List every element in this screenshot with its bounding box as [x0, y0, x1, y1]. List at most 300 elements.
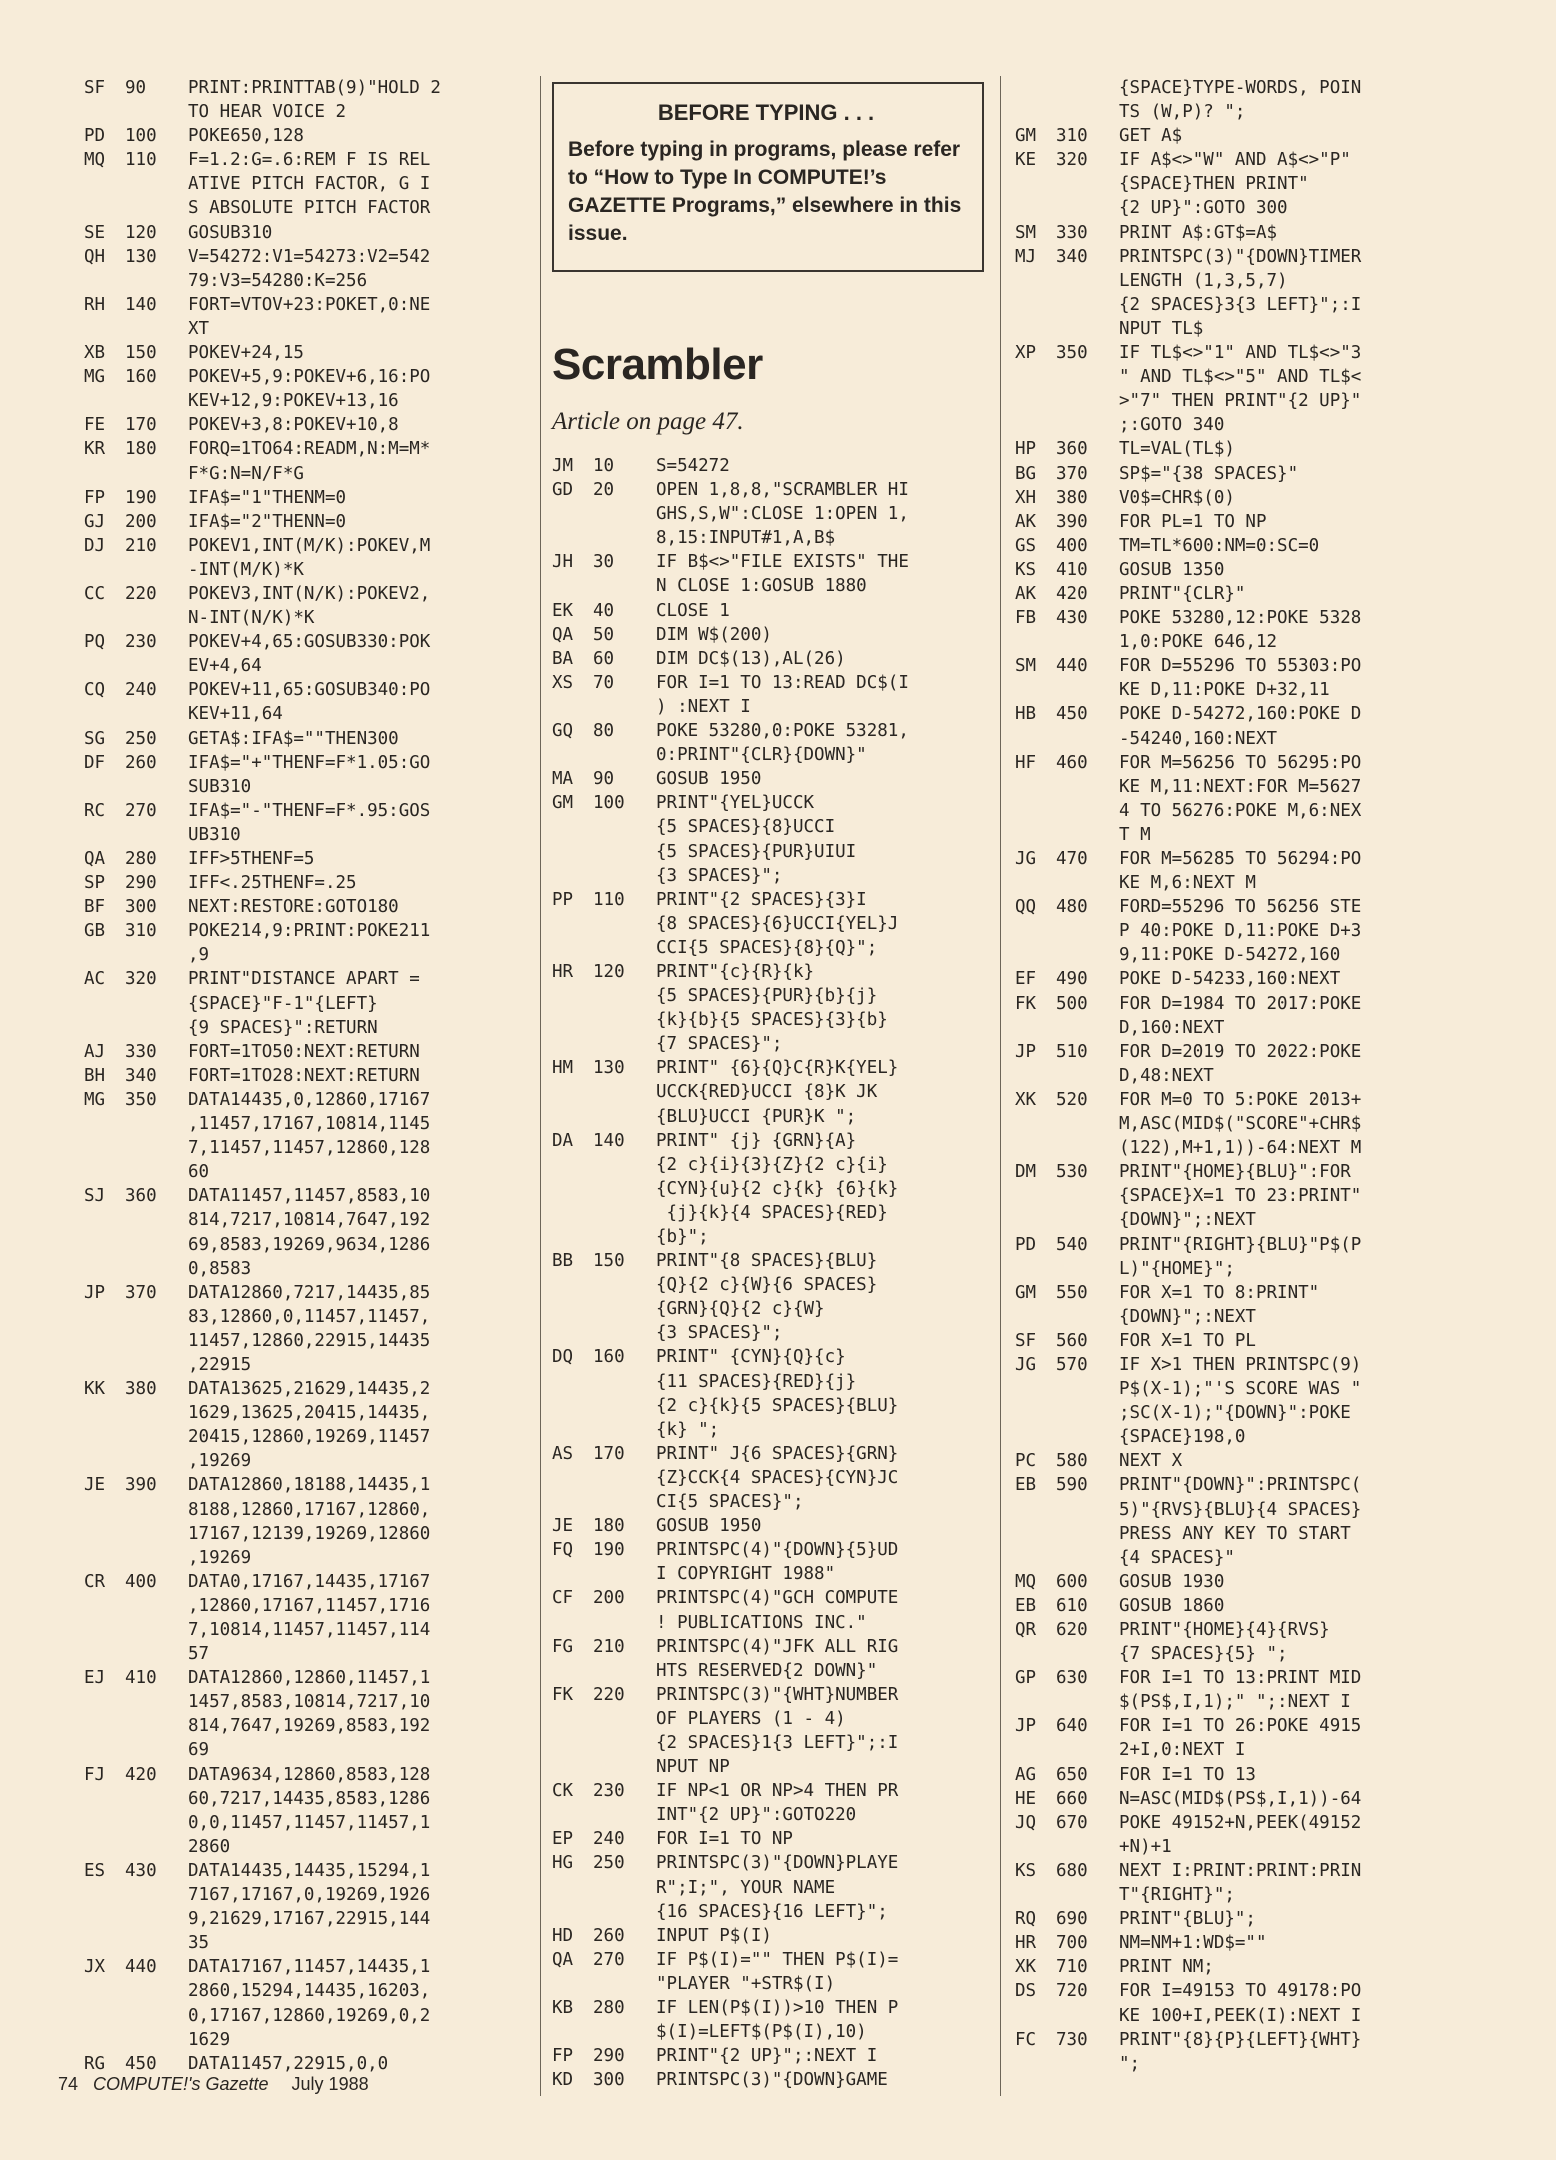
checksum-code: KR: [84, 439, 106, 460]
code-line: [84, 1811, 524, 1835]
code-line: [84, 1160, 524, 1184]
code-text: PRINT" {6}{Q}C{R}K{YEL}: [656, 1058, 899, 1079]
code-line: [84, 1257, 524, 1281]
code-text: 4 TO 56276:POKE M,6:NEX: [1119, 800, 1362, 821]
code-line: [552, 647, 992, 671]
code-text: 57: [188, 1644, 210, 1665]
checksum-code: FP: [552, 2046, 574, 2067]
checksum-code: CK: [552, 1781, 574, 1802]
line-number: 90: [593, 769, 615, 790]
checksum-code: HD: [552, 1925, 574, 1946]
code-line: [84, 1690, 524, 1714]
code-line: [552, 526, 992, 550]
code-text: F*G:N=N/F*G: [188, 463, 304, 484]
checksum-code: QA: [552, 1949, 574, 1970]
checksum-code: CC: [84, 583, 106, 604]
code-line: [552, 1924, 992, 1948]
checksum-code: QH: [84, 246, 106, 267]
code-text: POKEV3,INT(N/K):POKEV2,: [188, 583, 431, 604]
code-line: [552, 791, 992, 815]
code-line: [552, 550, 992, 574]
code-text: PRINT" J{6 SPACES}{GRN}: [656, 1443, 899, 1464]
checksum-code: ES: [84, 1860, 106, 1881]
code-text: {3 SPACES}";: [656, 865, 783, 886]
line-number: 90: [125, 78, 147, 98]
line-number: 310: [125, 921, 157, 942]
line-number: 450: [1056, 704, 1088, 725]
checksum-code: FK: [1015, 993, 1037, 1014]
code-line: [552, 1177, 992, 1201]
code-line: [1015, 1546, 1460, 1570]
code-line: [1015, 1473, 1460, 1497]
page-number: 74: [58, 2074, 79, 2094]
checksum-code: CF: [552, 1588, 574, 1609]
code-text: F=1.2:G=.6:REM F IS REL: [188, 150, 431, 171]
code-line: [1015, 1738, 1460, 1762]
checksum-code: XK: [1015, 1957, 1037, 1978]
line-number: 560: [1056, 1330, 1088, 1351]
code-line: [1015, 1883, 1460, 1907]
code-line: [1015, 245, 1460, 269]
checksum-code: MQ: [1015, 1571, 1037, 1592]
line-number: 370: [125, 1282, 157, 1303]
code-line: [552, 1466, 992, 1490]
page-footer: [58, 2074, 379, 2095]
code-text: 814,7217,10814,7647,192: [188, 1210, 431, 1231]
code-text: FORQ=1TO64:READM,N:M=M*: [188, 439, 431, 460]
code-line: [84, 1594, 524, 1618]
code-line: [1015, 1401, 1460, 1425]
checksum-code: JP: [1015, 1041, 1037, 1062]
checksum-code: SM: [1015, 656, 1037, 677]
checksum-code: XP: [1015, 343, 1037, 364]
code-line: [84, 871, 524, 895]
code-line: [84, 606, 524, 630]
code-text: {8 SPACES}{6}UCCI{YEL}J: [656, 913, 899, 934]
checksum-code: FQ: [552, 1540, 574, 1561]
code-text: {SPACE}TYPE-WORDS, POIN: [1119, 78, 1362, 98]
code-text: T"{RIGHT}";: [1119, 1885, 1235, 1906]
line-number: 400: [125, 1571, 157, 1592]
line-number: 320: [125, 969, 157, 990]
code-text: N CLOSE 1:GOSUB 1880: [656, 576, 867, 597]
line-number: 540: [1056, 1234, 1088, 1255]
line-number: 110: [125, 150, 157, 171]
code-text: FOR M=56256 TO 56295:PO: [1119, 752, 1362, 773]
code-line: [84, 1979, 524, 2003]
code-line: [84, 389, 524, 413]
code-text: (122),M+1,1))-64:NEXT M: [1119, 1138, 1362, 1159]
code-text: P$(X-1);"'S SCORE WAS ": [1119, 1379, 1362, 1400]
code-text: PRINT"{DOWN}":PRINTSPC(: [1119, 1475, 1362, 1496]
checksum-code: XB: [84, 343, 106, 364]
line-number: 290: [125, 873, 157, 894]
code-line: [1015, 1136, 1460, 1160]
checksum-code: AS: [552, 1443, 574, 1464]
code-text: FOR I=1 TO 13:PRINT MID: [1119, 1668, 1362, 1689]
checksum-code: GJ: [84, 511, 106, 532]
code-text: $(PS$,I,1);" ";:NEXT I: [1119, 1692, 1351, 1713]
code-line: [1015, 630, 1460, 654]
code-line: [552, 1779, 992, 1803]
code-text: ,19269: [188, 1547, 252, 1568]
code-line: [84, 1088, 524, 1112]
code-line: [552, 960, 992, 984]
code-text: POKEV1,INT(M/K):POKEV,M: [188, 535, 431, 556]
code-line: [84, 1449, 524, 1473]
code-line: [1015, 2052, 1460, 2076]
code-text: -INT(M/K)*K: [188, 559, 304, 580]
line-number: 160: [125, 367, 157, 388]
code-text: FORT=1TO50:NEXT:RETURN: [188, 1041, 420, 1062]
code-text: PRINT"{YEL}UCCK: [656, 793, 815, 814]
line-number: 150: [125, 343, 157, 364]
code-line: [1015, 389, 1460, 413]
code-text: {GRN}{Q}{2 c}{W}: [656, 1299, 825, 1320]
code-text: POKE214,9:PRINT:POKE211: [188, 921, 431, 942]
code-line: [1015, 221, 1460, 245]
code-line: [84, 967, 524, 991]
code-line: [84, 1498, 524, 1522]
line-number: 670: [1056, 1812, 1088, 1833]
code-line: [84, 1883, 524, 1907]
checksum-code: XH: [1015, 487, 1037, 508]
code-line: [1015, 727, 1460, 751]
code-text: DATA14435,14435,15294,1: [188, 1860, 431, 1881]
checksum-code: JM: [552, 456, 574, 476]
checksum-code: HR: [552, 961, 574, 982]
checksum-code: SP: [84, 873, 106, 894]
code-text: UCCK{RED}UCCI {8}K JK: [656, 1082, 878, 1103]
code-line: [1015, 1618, 1460, 1642]
code-line: [552, 1611, 992, 1635]
line-number: 330: [125, 1041, 157, 1062]
code-line: [552, 864, 992, 888]
code-text: INT"{2 UP}":GOTO220: [656, 1805, 857, 1826]
checksum-code: RQ: [1015, 1909, 1037, 1930]
code-line: [84, 437, 524, 461]
code-text: 2860: [188, 1836, 231, 1857]
code-text: {5 SPACES}{PUR}UIUI: [656, 841, 857, 862]
line-number: 300: [593, 2070, 625, 2091]
code-text: DATA11457,11457,8583,10: [188, 1186, 431, 1207]
code-text: NM=NM+1:WD$="": [1119, 1933, 1267, 1954]
code-text: POKE D-54272,160:POKE D: [1119, 704, 1362, 725]
code-text: DATA17167,11457,14435,1: [188, 1957, 431, 1978]
code-text: CLOSE 1: [656, 600, 730, 621]
checksum-code: EP: [552, 1829, 574, 1850]
code-text: FOR I=1 TO 13: [1119, 1764, 1256, 1785]
line-number: 520: [1056, 1089, 1088, 1110]
code-line: [84, 1353, 524, 1377]
code-line: [1015, 654, 1460, 678]
code-line: [84, 365, 524, 389]
code-text: DIM W$(200): [656, 624, 772, 645]
checksum-code: BF: [84, 897, 106, 918]
checksum-code: KE: [1015, 150, 1037, 171]
code-line: [84, 1931, 524, 1955]
code-line: [1015, 2004, 1460, 2028]
code-line: [84, 1401, 524, 1425]
code-text: PRINT:PRINTTAB(9)"HOLD 2: [188, 78, 441, 98]
line-number: 220: [125, 583, 157, 604]
code-line: [552, 599, 992, 623]
code-line: [552, 1755, 992, 1779]
checksum-code: PQ: [84, 632, 106, 653]
code-line: [84, 1738, 524, 1762]
line-number: 630: [1056, 1668, 1088, 1689]
checksum-code: AK: [1015, 511, 1037, 532]
code-line: [552, 1321, 992, 1345]
code-line: [84, 1666, 524, 1690]
code-line: [84, 1907, 524, 1931]
code-text: FOR I=49153 TO 49178:PO: [1119, 1981, 1362, 2002]
code-line: [1015, 1160, 1460, 1184]
code-text: FOR X=1 TO 8:PRINT": [1119, 1282, 1320, 1303]
code-text: FOR D=2019 TO 2022:POKE: [1119, 1041, 1362, 1062]
code-line: [84, 1473, 524, 1497]
code-line: [84, 1136, 524, 1160]
line-number: 430: [1056, 608, 1088, 629]
line-number: 300: [125, 897, 157, 918]
code-text: TO HEAR VOICE 2: [188, 102, 347, 123]
line-number: 170: [593, 1443, 625, 1464]
checksum-code: JQ: [1015, 1812, 1037, 1833]
code-line: [1015, 76, 1460, 100]
code-line: [84, 992, 524, 1016]
code-line: [552, 1514, 992, 1538]
code-text: KE M,11:NEXT:FOR M=5627: [1119, 776, 1362, 797]
code-line: [84, 943, 524, 967]
code-line: [1015, 799, 1460, 823]
code-text: 83,12860,0,11457,11457,: [188, 1306, 431, 1327]
checksum-code: FK: [552, 1684, 574, 1705]
code-text: POKEV+3,8:POKEV+10,8: [188, 415, 399, 436]
before-typing-box: [552, 82, 984, 272]
code-line: [552, 1273, 992, 1297]
checksum-code: SJ: [84, 1186, 106, 1207]
code-line: [1015, 702, 1460, 726]
code-text: NEXT I:PRINT:PRINT:PRIN: [1119, 1860, 1362, 1881]
code-text: {BLU}UCCI {PUR}K ";: [656, 1106, 857, 1127]
code-line: [1015, 1907, 1460, 1931]
code-line: [84, 1763, 524, 1787]
line-number: 270: [125, 800, 157, 821]
code-text: DATA12860,12860,11457,1: [188, 1668, 431, 1689]
code-text: M,ASC(MID$("SCORE"+CHR$: [1119, 1114, 1362, 1135]
checksum-code: XK: [1015, 1089, 1037, 1110]
code-line: [1015, 1016, 1460, 1040]
checksum-code: AJ: [84, 1041, 106, 1062]
code-line: [552, 815, 992, 839]
code-line: [552, 1153, 992, 1177]
code-text: PRINTSPC(3)"{DOWN}GAME: [656, 2070, 888, 2091]
line-number: 20: [593, 480, 615, 501]
code-text: {k} ";: [656, 1419, 720, 1440]
box-body: Before typing in programs, please refer to “How to Type In COMPUTE!’s GAZETTE Programs,” elsewhere in this issue.: [568, 138, 962, 245]
checksum-code: DM: [1015, 1162, 1037, 1183]
code-text: DATA13625,21629,14435,2: [188, 1379, 431, 1400]
code-text: S ABSOLUTE PITCH FACTOR: [188, 198, 431, 219]
code-text: 1457,8583,10814,7217,10: [188, 1692, 431, 1713]
code-text: IFF<.25THENF=.25: [188, 873, 357, 894]
listing-column-3: [1015, 76, 1460, 2076]
code-text: {2 c}{i}{3}{Z}{2 c}{i}: [656, 1154, 888, 1175]
checksum-code: FP: [84, 487, 106, 508]
checksum-code: BH: [84, 1065, 106, 1086]
checksum-code: HE: [1015, 1788, 1037, 1809]
code-line: [1015, 1064, 1460, 1088]
line-number: 260: [125, 752, 157, 773]
code-line: [84, 413, 524, 437]
code-line: [552, 2068, 992, 2092]
code-line: [552, 888, 992, 912]
code-text: {DOWN}";:NEXT: [1119, 1306, 1256, 1327]
code-line: [1015, 1449, 1460, 1473]
code-line: [1015, 1859, 1460, 1883]
code-line: [84, 895, 524, 919]
checksum-code: KS: [1015, 1860, 1037, 1881]
line-number: 420: [125, 1764, 157, 1785]
code-line: [1015, 1714, 1460, 1738]
code-text: FOR M=0 TO 5:POKE 2013+: [1119, 1089, 1362, 1110]
code-line: [1015, 1112, 1460, 1136]
code-text: {2 c}{k}{5 SPACES}{BLU}: [656, 1395, 899, 1416]
code-line: [84, 1233, 524, 1257]
code-line: [84, 1112, 524, 1136]
checksum-code: BA: [552, 648, 574, 669]
code-line: [552, 2020, 992, 2044]
code-text: GOSUB 1350: [1119, 559, 1225, 580]
code-line: [552, 1900, 992, 1924]
line-number: 140: [593, 1130, 625, 1151]
code-line: [552, 574, 992, 598]
code-text: ;:GOTO 340: [1119, 415, 1225, 436]
code-line: [84, 702, 524, 726]
code-line: [1015, 1208, 1460, 1232]
code-line: [84, 727, 524, 751]
code-text: {SPACE}"F-1"{LEFT}: [188, 993, 378, 1014]
code-line: [84, 1184, 524, 1208]
code-line: [1015, 1811, 1460, 1835]
line-number: 390: [1056, 511, 1088, 532]
code-text: " AND TL$<>"5" AND TL$<: [1119, 367, 1362, 388]
code-text: FOR D=55296 TO 55303:PO: [1119, 656, 1362, 677]
code-text: {11 SPACES}{RED}{j}: [656, 1371, 857, 1392]
code-text: POKEV+4,65:GOSUB330:POK: [188, 632, 431, 653]
line-number: 140: [125, 294, 157, 315]
code-line: [84, 2004, 524, 2028]
code-line: [1015, 437, 1460, 461]
code-line: [552, 2044, 992, 2068]
code-line: [1015, 895, 1460, 919]
code-text: PRINT"{c}{R}{k}: [656, 961, 815, 982]
line-number: 200: [125, 511, 157, 532]
code-line: [84, 486, 524, 510]
code-line: [552, 743, 992, 767]
code-text: TL=VAL(TL$): [1119, 439, 1235, 460]
code-text: TM=TL*600:NM=0:SC=0: [1119, 535, 1320, 556]
checksum-code: HP: [1015, 439, 1037, 460]
code-line: [552, 671, 992, 695]
program-subtitle: Article on page 47.: [552, 408, 744, 435]
code-text: OPEN 1,8,8,"SCRAMBLER HI: [656, 480, 909, 501]
code-line: [1015, 823, 1460, 847]
code-text: {2 SPACES}3{3 LEFT}";:I: [1119, 294, 1362, 315]
code-text: PRINT"{CLR}": [1119, 583, 1246, 604]
line-number: 730: [1056, 2029, 1088, 2050]
line-number: 150: [593, 1251, 625, 1272]
checksum-code: HR: [1015, 1933, 1037, 1954]
code-line: [84, 2028, 524, 2052]
checksum-code: GB: [84, 921, 106, 942]
line-number: 220: [593, 1684, 625, 1705]
line-number: 70: [593, 672, 615, 693]
code-text: 17167,12139,19269,12860: [188, 1523, 431, 1544]
code-text: FORD=55296 TO 56256 STE: [1119, 897, 1362, 918]
code-text: DATA9634,12860,8583,128: [188, 1764, 431, 1785]
code-line: [84, 630, 524, 654]
line-number: 460: [1056, 752, 1088, 773]
code-line: [1015, 847, 1460, 871]
code-line: [1015, 1594, 1460, 1618]
checksum-code: EJ: [84, 1668, 106, 1689]
line-number: 660: [1056, 1788, 1088, 1809]
line-number: 120: [125, 222, 157, 243]
checksum-code: FB: [1015, 608, 1037, 629]
listing-lines: [552, 454, 992, 2092]
line-number: 320: [1056, 150, 1088, 171]
code-line: [84, 799, 524, 823]
code-text: GOSUB 1860: [1119, 1595, 1225, 1616]
line-number: 230: [125, 632, 157, 653]
checksum-code: QR: [1015, 1620, 1037, 1640]
code-text: PRINT" {CYN}{Q}{c}: [656, 1347, 846, 1368]
code-text: PRINTSPC(3)"{DOWN}PLAYE: [656, 1853, 899, 1874]
line-number: 250: [593, 1853, 625, 1874]
code-text: {5 SPACES}{8}UCCI: [656, 817, 836, 838]
line-number: 310: [1056, 126, 1088, 147]
code-text: PRINTSPC(3)"{WHT}NUMBER: [656, 1684, 899, 1705]
code-line: [84, 558, 524, 582]
code-text: CCI{5 SPACES}{8}{Q}";: [656, 937, 878, 958]
code-line: [1015, 365, 1460, 389]
code-line: [84, 341, 524, 365]
code-line: [1015, 413, 1460, 437]
issue-date: July 1988: [291, 2074, 369, 2094]
code-line: [84, 221, 524, 245]
line-number: 490: [1056, 969, 1088, 990]
code-text: POKEV+5,9:POKEV+6,16:PO: [188, 367, 431, 388]
listing-column-2: [552, 76, 992, 2092]
code-line: [84, 823, 524, 847]
code-text: IF LEN(P$(I))>10 THEN P: [656, 1998, 899, 2018]
code-text: +N)+1: [1119, 1836, 1172, 1857]
code-text: PRESS ANY KEY TO START: [1119, 1523, 1351, 1544]
code-text: PRINT"{HOME}{4}{RVS}: [1119, 1620, 1330, 1640]
code-text: ";: [1119, 2053, 1141, 2074]
code-text: ,22915: [188, 1354, 252, 1375]
code-line: [552, 1225, 992, 1249]
code-text: PRINT"{RIGHT}{BLU}"P$(P: [1119, 1234, 1362, 1255]
line-number: 600: [1056, 1571, 1088, 1592]
code-line: [84, 317, 524, 341]
code-line: [552, 1032, 992, 1056]
code-text: 69: [188, 1740, 210, 1761]
line-number: 580: [1056, 1451, 1088, 1472]
code-text: {SPACE}198,0: [1119, 1427, 1246, 1448]
line-number: 170: [125, 415, 157, 436]
